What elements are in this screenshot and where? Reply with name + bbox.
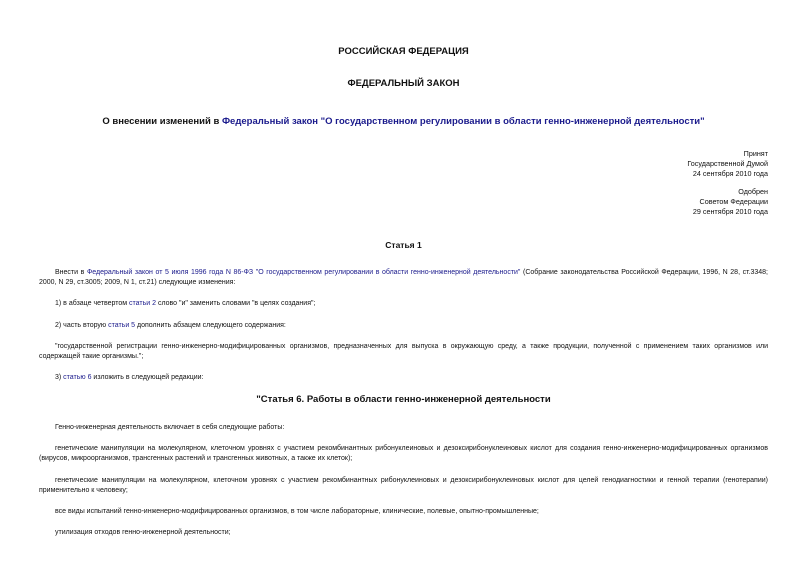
item3 [39,373,768,383]
article6-p5: утилизация отходов генно-инженерной деятельности; [55,529,231,536]
item2-quote: "государственной регистрации генно-инженерно-модифицированных организмов, предназначенных для выпуска в окружающую среду, а также продукции, полученной с применением таких организмов или содержащей такие организмы."; [39,343,768,360]
adopted-block [687,149,768,180]
article6-p3: генетические манипуляции на молекулярном, клеточном уровнях с участием рекомбинантных рибонуклеиновых и дезоксирибонуклеиновых кислот для целей генодиагностики и генной терапии (генотерапии) применительно к человеку; [39,477,768,494]
item1 [39,299,768,309]
article6-p1: Генно-инженерная деятельность включает в себя следующие работы: [55,424,285,431]
article1-heading: Статья 1 [385,240,422,250]
article6-p2: генетические манипуляции на молекулярном, клеточном уровнях с участием рекомбинантных рибонуклеиновых и дезоксирибонуклеиновых кислот для создания генно-инженерно-модифицированных организмов (вирусов, микроорганизмов, трансгенных растений и трансгенных животных, а также их клеток); [39,445,768,462]
item2 [39,321,768,331]
approved-line3: 29 сентября 2010 года [692,207,768,217]
item1-suffix: слово "и" заменить словами "в целях создания"; [156,300,316,307]
adopted-line1: Принят [743,149,768,158]
approved-line1: Одобрен [738,187,768,196]
intro-prefix: Внести в [55,269,87,276]
approved-line2: Советом Федерации [699,197,768,207]
item1-prefix: 1) в абзаце четвертом [55,300,130,307]
article6-heading: "Статья 6. Работы в области генно-инженерной деятельности [256,394,551,405]
item3-prefix: 3) [55,374,64,381]
item1-link[interactable]: статьи 2 [129,300,156,307]
intro-law-link[interactable]: Федеральный закон от 5 июля 1996 года N 86-ФЗ "О государственном регулировании в области генно-инженерной деятельности" [86,269,521,276]
item2-suffix: дополнить абзацем следующего содержания: [135,322,286,329]
approved-block [693,187,768,218]
law-title-prefix: О внесении изменений в [102,116,222,127]
item3-link[interactable]: статью 6 [63,374,92,381]
item2-prefix: 2) часть вторую [55,322,109,329]
adopted-line3: 24 сентября 2010 года [692,169,768,179]
item3-suffix: изложить в следующей редакции: [91,374,204,381]
law-title [0,116,807,127]
federation-heading: РОССИЙСКАЯ ФЕДЕРАЦИЯ [338,46,469,57]
adopted-line2: Государственной Думой [687,159,768,169]
article6-p4: все виды испытаний генно-инженерно-модифицированных организмов, в том числе лабораторные, клинические, полевые, опытно-промышленные; [55,508,539,515]
article1-intro [39,268,768,288]
law-title-link[interactable]: Федеральный закон "О государственном регулировании в области генно-инженерной деятельности" [221,116,705,127]
law-type-heading: ФЕДЕРАЛЬНЫЙ ЗАКОН [347,78,460,89]
item2-link[interactable]: статьи 5 [108,322,136,329]
intro-suffix: (Собрание законодательства Российской Федерации, 1996, N 28, ст.3348; 2000, N 29, ст.3005; 2009, N 1, ст.21) следующие изменения: [39,269,768,286]
